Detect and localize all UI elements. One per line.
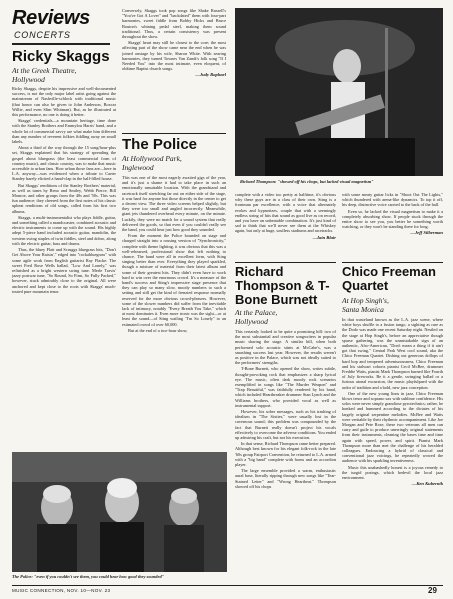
police-venue: At Hollywood Park, (122, 154, 182, 163)
skaggs-body (12, 86, 116, 496)
police-photo (12, 452, 227, 572)
freeman-headline: Chico Freeman Quartet (342, 264, 436, 293)
skaggs-continued (122, 8, 226, 128)
freeman-rule (342, 262, 443, 263)
skaggs-headline: Ricky Skaggs (12, 48, 110, 65)
footer-rule (12, 585, 443, 586)
paragraph: In that wasteland known as the L.A. jazz scene, where white boys shuffle to a fusion tango, a sighting as rare as the Dodo was made one recent Saturday night. Nestled on the stage at Hop Singh's, before an appreciative though sparse gathering, was the unmistakable sign of an authentic, Afro-American, "Don't mean a thing if it ain't got that swing," Central Park West cool sound, aka the Chico Freeman Quartet. Dishing out generous dollops of hard bop and tempered adventurousness, Chico Freeman and his stalwart cohorts pianist Cecil McBee, drummer Freddie Waits, pianist Mark Thompson burned like Fourth of July fireworks. Be it a gentle, swinging ballad or a furious atonal excursion, the music playfulpaed with the ardor of tradition and a bold, new jazz conception. (342, 317, 443, 390)
police-rule (122, 133, 226, 134)
freeman-signature: —Ken Kubernik (411, 481, 443, 487)
thompson-rule (235, 262, 336, 263)
thompson-photo (235, 8, 443, 176)
page-number: 29 (428, 586, 437, 595)
freeman-place: Santa Monica (342, 305, 384, 314)
paragraph: Conversely, Skaggs took pop songs like Shake Russell's "You've Got A Lover" and "backdated" them with four-part harmonies, sweet fiddle from Bobby Hicks and Bruce Bouton's whining pedal steel, making them sound traditional. Thus, a certain consistency was present throughout the show. (122, 8, 226, 40)
section-title: Reviews (12, 7, 90, 29)
skaggs-place: Hollywood (12, 75, 45, 84)
thompson-photo-caption: Richard Thompson: "showed off his chops, but lacked visual magnetism" (240, 179, 374, 184)
skaggs-venue: At the Greek Theatre, (12, 66, 77, 75)
paragraph: Thus, the bluey Flatt and Scruggs bluegrass hits, "Don't Get Above Your Raisin'," edged into "rockabluegrass" with some agile work from English guitarist Ray Flacke. The sweet Fred Rose Wells ballad, "Low And Lonely," was refinished as a bright western swing tune. Merle Travis' jazzy postwar tune, "So Round, So Firm, So Fully Packed," however, stuck admirably close to the original. All were anchored and kept close to the roots with Skaggs' much-touted pure mountain tenor. (12, 247, 116, 294)
paragraph: Skaggs, a multi-instrumentalist who plays fiddle, guitar, and something called a mandocaster, combined acoustic and electric instruments to come up with the sound. His highly adept 5-piece band included acoustic guitar, mandolin, the western swing staples of twin fiddles, steel and dobro, along with the electric guitar, bass and drums. (12, 214, 116, 246)
footer-publication: MUSIC CONNECTION, NOV. 10—NOV. 23 (12, 588, 111, 593)
section-subtitle: CONCERTS (14, 30, 71, 40)
police-signature: —Iain Blair (312, 234, 336, 240)
thompson-headline: Richard Thompson & T-Bone Burnett (235, 264, 330, 307)
freeman-body (342, 317, 443, 583)
paragraph: One of the new young lions in jazz, Chico Freeman blows tenor and soprano sax with sublime confidence. His solos were never simply grandiose pyrotechnics; rather, he honked and hummed according to the dictates of his largely original serpentine melodies. McBee and Waits were veritable by their rhythmic accompaniment. Like Joe Morgan and Pete Rose, these two veterans all men can carry and guile to produce unerringly original statements from their instruments, cleaning the bases time and time again with speed, power, and spirit. Pianist Mark Thompson more than met the challenge of his heralded colleagues. Embracing a hybrid of classical and conventional jazz voicings, he repeatedly wowed the audience with his sparkling inventiveness. (342, 390, 443, 464)
police-headline: The Police (122, 136, 198, 153)
paragraph: This certainly looked to be quite a promising bill: two of the most substantial and creative songwriters in popular music sharing the stage. A similar bill, when both performed solo acoustic stints at McCabe's, was a smashing success last year. However, the results weren't as positive in the Palace, which was not ideally suited to the performers' strengths. (235, 329, 336, 366)
thompson-continued (342, 192, 443, 262)
paragraph: Music this unabashedly honest is a joyous remedy to the turgid posings, which bedevil the local jazz environment. (342, 464, 443, 481)
paragraph: But at the end of a two-hour show, (128, 327, 188, 333)
thompson-venue: At the Palace, (235, 308, 278, 317)
skaggs-signature: —Judy Raphael (195, 72, 226, 78)
paragraph: This was one of the most eagerly awaited gigs of the year, and it's just a shame it had to take place in such an emotionally unsuitable location. With the grandstand and racetrack itself stretching far out on either side of the stage, it was hard for anyone but those directly in the center to get a decent view. The three video screens helped slightly, but they were too small and angled incorrectly. Meanwhile, giant jets thundered overhead every minute, on the minute. Luckily, they were no match for a sound system that really delivered the goods, so that even if you couldn't really see the band, you could hear just how good they sounded. (122, 175, 226, 233)
paragraph: From the moment the Police bounded on stage and charged straight into a rousing version of "Synchronicity," complete with theme lighting, it was obvious that this was a well-rehearsed, professional show that left nothing to chance. The band were all in excellent form, with Sting singing better than ever. Everything they played sparkled, though a mixture of material from their latest album and some of their greatest hits. They didn't even have to work hard to win over the enormous crowd. It's a measure of the band's success and Sting's impressive stage presence that they can play so many slow, moody numbers to such a setting and still get the kind of frenzied response normally reserved for the more obvious crowd-pleasers. However, some of the slower numbers did suffer from the inevitable lack of intimacy, notably "Every Breath You Take," which at most dominates it. Even more ironic was the sight—or at least the sound—of Sting wailing "I'm So Lonely" to an estimated crowd of over 60,000. (122, 233, 226, 327)
header-rule (12, 43, 110, 45)
police-photo-caption: The Police: "even if you couldn't see them, you could hear how good they sounded" (12, 574, 165, 579)
paragraph: with some meaty guitar licks in "Shoot Out The Lights," which thundered with arena-like dynamics. To top it off, his deep, distinctive voice carried to the back of the hall. (342, 192, 443, 208)
paragraph: However, his sober messages, such as his trashing of idealism in "The Sixties," were usually lost in the cavernous sound; this problem was compounded by the fact that Burnett really doesn't project his vocals effectively to overcome the adverse conditions. You ended up admiring his craft, but not his execution. (235, 409, 336, 441)
paragraph: But Skaggs' renditions of the Stanley Brothers' material, as well as tunes by Reno and Smiley, Webb Pierce, Bill Monroe, and other groups from the 40s and '50s. This was fun audience; they cheered from the first notes of his classic upbeat renditions of old songs, called from his first two albums. (12, 182, 116, 214)
paragraph: T-Bone Burnett, who opened the show, writes subtle, thought-provoking rock that emphasizes a sharp lyrical eye. The music, often dark moody rock scenarios exemplified in songs like "The Murder Weapon" and "Trap Beautiful," was faithfully rendered by his band, which included Heartbreaker drummer Stan Lynch and the Williams brothers, who provided vocal as well as instrumental support. (235, 366, 336, 408)
police-body (122, 175, 226, 451)
paragraph: complete with a video too pretty at halftime, it's obvious why these guys are in a class of their own. Sting is a frontman par excellence, with a voice that alternately evokes and hypnotizes, couple that with a seemingly endless string of hits that sound as good live as on record, and you have an unbeatable combination. It's just kind of sad to think that we'll never see them at the Whiskey again, but only at huge, soulless stadiums and racetracks. (235, 192, 336, 234)
paragraph: Skaggs' credentials—a mountain heritage, time done with the Stanley Brothers and Emmylou Harris' band, and a whole lot of commercial savvy are what make him different than any number of reverent folkies fiddling away on small labels. (12, 118, 116, 145)
paragraph: The large ensemble provided a warm, enthusiastic aural base, literally ripping through new songs like "Tear-Stained Letter" and "Wrong Heartbeat." Thompson showed off his chops (235, 468, 336, 489)
police-continued (235, 192, 336, 262)
paragraph: Ricky Skaggs, despite his impressive and well-documented success, is not the only major label artist going against the mainstream of Nashville-schlock with traditional music (that honor can also be given to John Anderson, Boxcar Willie, and even Slim Whitman). But, as he illustrated at this performance, no one is doing it better. (12, 86, 116, 118)
freeman-venue: At Hop Singh's, (342, 296, 389, 305)
thompson-body (235, 329, 336, 583)
paragraph: Even so, he lacked the visual magnetism to make it a completely absorbing show. If people stuck through the entire show to see you, you better be something worth watching, or they won't be standing there for long. (342, 208, 443, 230)
paragraph: Skaggs' heart may still be closest to the core; the most affecting part of the show came near the end when he was joined onstage by his wife, Sharon White. With searing harmonies, they turned Townes Van Zandt's folk song "If I Needed You" into the most intimate, even eloquent, of oldtime Baptist church songs. (122, 40, 226, 72)
paragraph: In that sense, Richard Thompson came better prepared. Although best known for his elegant folk-rock in the late '60s group Fairport Convention, he returned to L.A. armed with a "big band" complete with horns and an accordion player. (235, 441, 336, 468)
police-place: Inglewood (122, 163, 154, 172)
thompson-signature: —Jeff Silberman (410, 230, 443, 236)
paragraph: About a third of the way through the 15 song/hour-plus set, Skaggs explained that his strategy of spreading the gospel about bluegrass (the least commercial form of country music), and classic country, was to make that music accessible to urban fans. How urban those fans are—here in L.A. anyway—was evidenced when a tribute to Carter Stanley barely elicited a hand-clap in the half-filled house. (12, 145, 116, 182)
thompson-place: Hollywood (235, 317, 268, 326)
